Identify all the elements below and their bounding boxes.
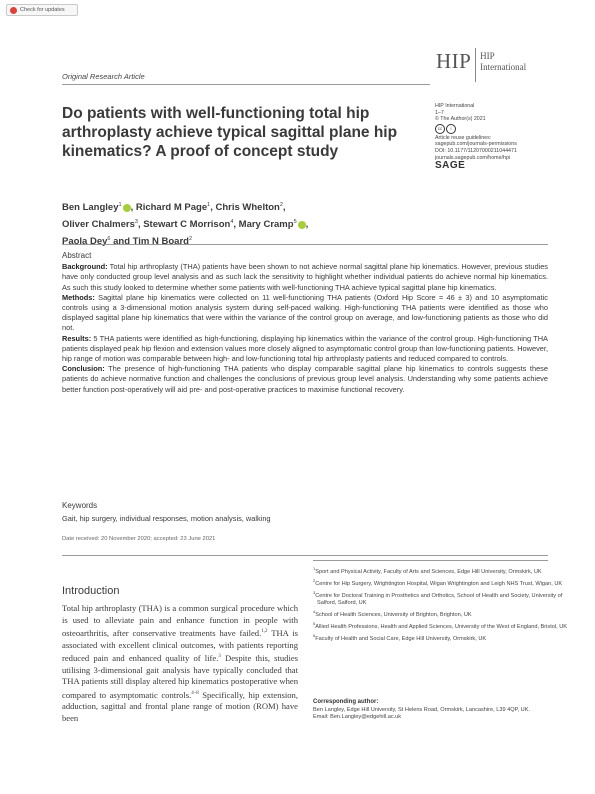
correspondence-heading: Corresponding author: — [313, 699, 379, 705]
section-label: Results: — [62, 333, 92, 343]
affil-text: Centre for Hip Surgery, Wrightington Hospital, Wigan Wrightington and Leigh NHS Trust, Wigan, UK — [315, 580, 563, 587]
intro-text: Total hip arthroplasty (THA) is a common surgical procedure which is used to alleviate pain and enhance function in people with osteoarthritis, after conservative treatments have failed. — [62, 603, 298, 639]
logo-small-line2: International — [480, 61, 527, 72]
meta-line: © The Author(s) 2021 — [435, 116, 486, 123]
logo-small-text — [480, 48, 526, 72]
logo-big-text: HIP — [436, 49, 472, 73]
meta-line: HIP International — [435, 103, 475, 109]
body-divider — [62, 555, 548, 556]
correspondence-address: Ben Langley, Edge Hill University, St Helens Road, Ormskirk, Lancashire, L39 4QP, UK. — [313, 706, 531, 713]
meta-line: Article reuse guidelines: — [435, 134, 492, 141]
affil-num: 2 — [313, 577, 316, 583]
affil-num: 3 — [313, 589, 316, 595]
affiliation — [313, 608, 573, 619]
abstract-heading: Abstract — [62, 251, 92, 260]
keywords-text: Gait, hip surgery, individual responses, motion analysis, walking — [62, 514, 271, 523]
meta-line[interactable]: journals.sagepub.com/home/hpi — [435, 154, 511, 161]
orcid-icon[interactable] — [123, 204, 131, 212]
abstract — [62, 251, 548, 395]
author-sep: , — [282, 202, 286, 214]
meta-line[interactable]: sagepub.com/journals-permissions — [435, 141, 517, 148]
affiliation — [313, 565, 573, 576]
author-affil: 1 — [118, 202, 122, 208]
meta-line[interactable]: DOI: 10.1177/11207000211044471 — [435, 147, 517, 154]
abstract-conclusion — [62, 364, 548, 395]
abstract-divider — [62, 244, 548, 245]
creative-commons-icon: cc i — [435, 124, 555, 134]
author-line-2 — [62, 215, 402, 232]
author-affil: 2 — [279, 202, 283, 208]
author-affil: 6 — [107, 236, 111, 243]
author-list — [62, 198, 402, 249]
affil-num: 1 — [313, 566, 316, 571]
affiliation — [313, 577, 573, 588]
affiliation — [313, 589, 573, 608]
affil-text: Faculty of Health and Social Care, Edge Hill University, Ormskirk, UK — [315, 636, 487, 643]
author-line-1 — [62, 198, 402, 215]
author-name: Paola Dey — [62, 236, 108, 248]
article-title: Do patients with well-functioning total hip arthroplasty achieve typical sagittal plane hip kinematics? A proof of concept study — [62, 105, 398, 160]
logo-separator — [475, 48, 476, 82]
header-divider — [62, 84, 430, 85]
citation[interactable]: 4–8 — [191, 690, 199, 696]
author-affil: 2 — [188, 236, 193, 243]
author-name: and Tim N Board — [110, 236, 189, 248]
section-text: 5 THA patients were identified as high-functioning, displaying hip kinematics within the variance of the control group. High-functioning THA patients displayed peak hip flexion and extension values more closely aligned to asymptomatic control group than low-functioning patients. However, hip range of motion was comparable between high- and low-functioning total hip arthroplasty patients and reduced compared to controls. — [62, 333, 548, 364]
intro-text: Despite this, studies utilising 3-dimensional gait analysis have typically concluded that THA patients still display altered hip kinematics postoperative when compared to asymptomatic controls. — [62, 653, 298, 700]
author-affil: 3 — [134, 219, 138, 226]
journal-logo — [436, 48, 526, 82]
author-line-3 — [62, 232, 402, 249]
badge-label: Check for updates — [20, 7, 65, 13]
author-name: Oliver Chalmers — [62, 219, 135, 231]
update-check-icon — [10, 7, 17, 14]
author-sep: , — [305, 219, 309, 231]
author-name: Ben Langley — [62, 202, 119, 214]
correspondence-email[interactable]: Email: Ben.Langley@edgehill.ac.uk — [313, 714, 402, 721]
affiliations — [313, 565, 573, 644]
affil-text: Sport and Physical Activity, Faculty of Arts and Sciences, Edge Hill University, Ormskirk, UK — [315, 568, 542, 575]
author-affil: 1 — [207, 202, 211, 208]
author-name: , Stewart C Morrison — [137, 219, 231, 231]
publisher-logo: SAGE — [435, 160, 466, 172]
affil-text: Centre for Doctoral Training in Prosthetics and Orthotics, School of Health and Society, University of Salford, Salford, UK — [315, 592, 563, 607]
abstract-background — [62, 262, 548, 293]
keywords-heading: Keywords — [62, 501, 98, 510]
abstract-methods — [62, 293, 548, 334]
section-label: Methods: — [62, 292, 95, 302]
journal-meta — [435, 103, 555, 170]
affil-num: 6 — [313, 633, 316, 639]
correspondence — [313, 699, 558, 722]
citation[interactable]: 1,2 — [261, 629, 268, 635]
intro-text: Specifically, hip extension, adduction, sagittal and frontal plane range of motion (ROM) have been — [62, 689, 298, 723]
author-affil: 4 — [230, 219, 234, 226]
author-name: , Mary Cramp — [233, 219, 294, 231]
affiliation-divider — [313, 560, 548, 561]
author-affil: 5 — [293, 219, 297, 226]
affil-num: 4 — [313, 609, 316, 615]
article-type: Original Research Article — [62, 72, 145, 81]
section-text: Total hip arthroplasty (THA) patients have been shown to not achieve normal sagittal plane hip kinematics. However, previous studies have only conducted group level analysis and as such lack the sensitivity to highlight whether individual patients do achieve normal hip kinematics. As such this study looked to determine whether some patients with well-functioning THA achieve typical sagittal plane hip kinematics. — [62, 262, 548, 292]
affiliation — [313, 620, 573, 631]
affil-text: Allied Health Professions, Health and Applied Sciences, University of the West of England, Bristol, UK — [315, 624, 567, 631]
section-text: Sagittal plane hip kinematics were collected on 11 well-functioning THA patients (Oxford Hip Score = 46 ± 3) and 10 asymptomatic controls using a 3-dimensional motion analysis system during self-paced walking. High-functioning THA patients were identified as those who displayed sagittal plane hip kinematics that were within the variance of the control group on average, and low-functioning patients as those who did not. — [62, 292, 548, 333]
check-for-updates-badge[interactable] — [6, 4, 78, 16]
section-text: The presence of high-functioning THA patients who display comparable sagittal plane hip kinematics to controls suggests these patients do achieve normative function and challenges the conclusions of previous group level analysis. Understanding why some patients achieve better function post-operatively will aid pre- and post-operative practices to maximise functional recovery. — [62, 364, 548, 394]
affil-text: School of Health Sciences, University of Brighton, Brighton, UK — [315, 612, 472, 619]
intro-heading: Introduction — [62, 585, 120, 597]
section-label: Conclusion: — [62, 364, 105, 374]
affiliation — [313, 632, 573, 643]
intro-text: THA is associated with excellent clinical outcomes, with patients reporting reduced pain and enhanced quality of life. — [62, 628, 298, 664]
orcid-icon[interactable] — [298, 221, 306, 229]
author-name: , Richard M Page — [130, 202, 208, 214]
abstract-results — [62, 334, 548, 365]
meta-line: 1–7 — [435, 109, 444, 116]
intro-paragraph — [62, 603, 298, 725]
section-label: Background: — [62, 262, 108, 272]
date-line: Date received: 20 November 2020; accepted: 23 June 2021 — [62, 536, 216, 542]
affil-num: 5 — [313, 621, 316, 627]
author-name: , Chris Whelton — [210, 202, 280, 214]
logo-small-line1: HIP — [480, 51, 495, 61]
citation[interactable]: 3 — [218, 654, 221, 660]
